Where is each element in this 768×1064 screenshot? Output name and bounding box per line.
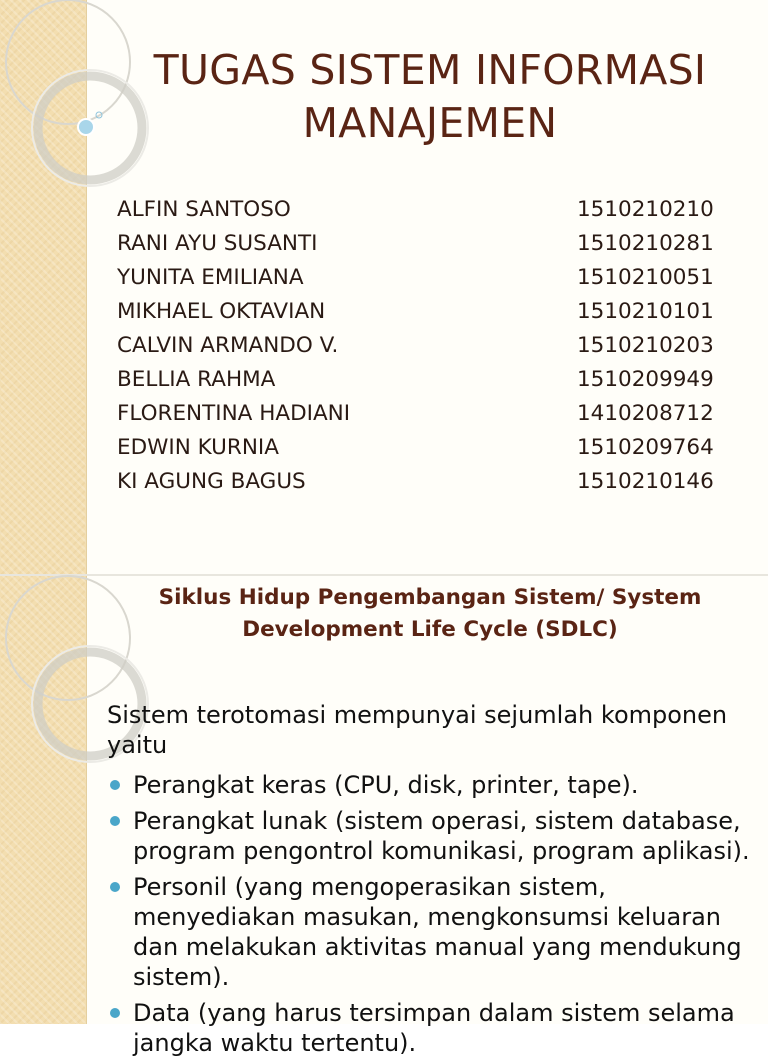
member-name: YUNITA EMILIANA: [117, 265, 304, 290]
list-item: [107, 998, 757, 1058]
member-id: 1410208712: [577, 401, 714, 426]
member-list: [117, 195, 717, 501]
member-name: MIKHAEL OKTAVIAN: [117, 299, 326, 324]
section-subtitle: Siklus Hidup Pengembangan Sistem/ System Development Life Cycle (SDLC): [158, 585, 702, 642]
member-id: 1510210146: [577, 469, 714, 494]
member-name: ALFIN SANTOSO: [117, 197, 291, 222]
member-name: BELLIA RAHMA: [117, 367, 276, 392]
member-row: [117, 297, 717, 331]
member-name: EDWIN KURNIA: [117, 435, 279, 460]
member-id: 1510210281: [577, 231, 714, 256]
member-id: 1510209764: [577, 435, 714, 460]
bullet-icon: [110, 816, 120, 826]
bullet-icon: [110, 1008, 120, 1018]
member-row: [117, 365, 717, 399]
member-id: 1510210051: [577, 265, 714, 290]
member-id: 1510210210: [577, 197, 714, 222]
page-title: TUGAS SISTEM INFORMASI MANAJEMEN: [153, 46, 707, 147]
component-list: [107, 770, 757, 1064]
member-row: [117, 195, 717, 229]
member-id: 1510210101: [577, 299, 714, 324]
bullet-icon: [110, 780, 120, 790]
list-item-text: Perangkat lunak (sistem operasi, sistem database, program pengontrol komunikasi, program aplikasi).: [133, 807, 750, 865]
member-row: [117, 399, 717, 433]
member-id: 1510210203: [577, 333, 714, 358]
bullet-icon: [110, 882, 120, 892]
list-item-text: Data (yang harus tersimpan dalam sistem selama jangka waktu tertentu).: [133, 999, 735, 1057]
member-id: 1510209949: [577, 367, 714, 392]
member-name: CALVIN ARMANDO V.: [117, 333, 339, 358]
member-row: [117, 263, 717, 297]
intro-text: Sistem terotomasi mempunyai sejumlah komponen yaitu: [107, 701, 728, 759]
list-item-text: Perangkat keras (CPU, disk, printer, tape).: [133, 771, 639, 799]
list-item: [107, 872, 757, 992]
member-name: KI AGUNG BAGUS: [117, 469, 306, 494]
member-name: FLORENTINA HADIANI: [117, 401, 351, 426]
list-item: [107, 770, 757, 800]
slide-2: [0, 576, 768, 1057]
member-row: [117, 331, 717, 365]
member-name: RANI AYU SUSANTI: [117, 231, 318, 256]
member-row: [117, 467, 717, 501]
list-item: [107, 806, 757, 866]
list-item-text: Personil (yang mengoperasikan sistem, menyediakan masukan, mengkonsumsi keluaran dan melakukan aktivitas manual yang mendukung sistem).: [133, 873, 742, 991]
member-row: [117, 229, 717, 263]
member-row: [117, 433, 717, 467]
